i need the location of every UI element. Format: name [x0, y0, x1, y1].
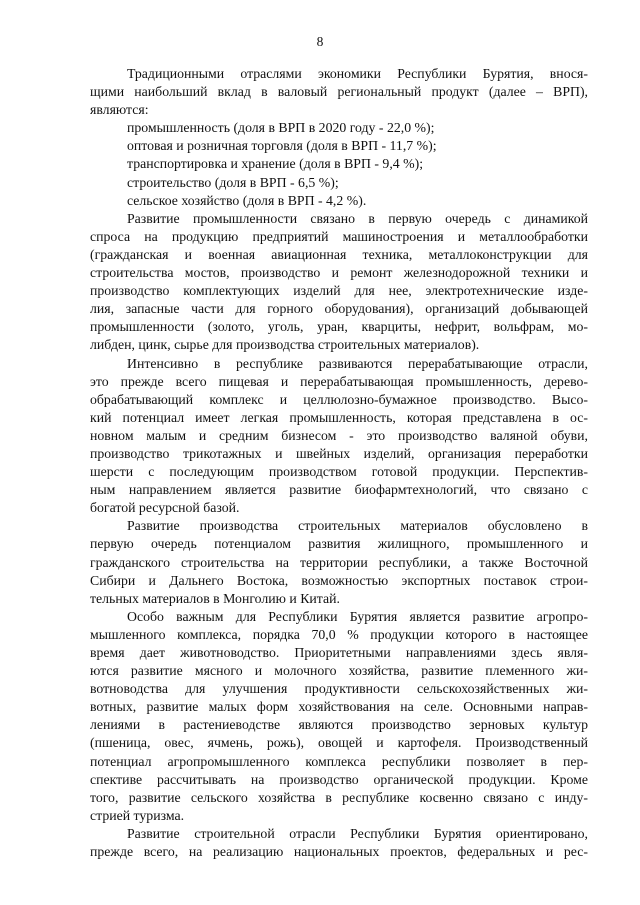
text-line: тельных материалов в Монголию и Китай. [90, 590, 340, 606]
text-line: щими наибольший вклад в валовый региональный продукт (далее – ВРП), [90, 84, 588, 100]
text-line: первую очередь потенциалом развития жилищного, промышленного и [90, 536, 588, 552]
text-line: (гражданская и военная авиационная техника, металлоконструкции для [90, 246, 588, 262]
text-line: Интенсивно в республике развиваются перерабатывающие отрасли, [127, 355, 588, 371]
text-line: прежде всего, на реализацию национальных проектов, федеральных и рес- [90, 844, 588, 860]
text-line: гражданского строительства на территории республики, а также Восточной [90, 554, 588, 570]
text-line: строительства мостов, производство и ремонт железнодорожной техники и [90, 265, 588, 281]
text-line: время дает животноводство. Приоритетными направлениями здесь явля- [90, 645, 588, 660]
paragraph [90, 210, 588, 355]
text-line: Развитие строительной отрасли Республики Бурятия ориентировано, [127, 825, 588, 841]
text-line: Особо важным для Республики Бурятия является развитие агропро- [127, 608, 588, 624]
text-line: потенциал агропромышленного комплекса республики позволяет в пер- [90, 753, 588, 769]
text-line: мышленного комплекса, порядка 70,0 % продукции которого в настоящее [90, 626, 588, 642]
text-line: богатой ресурсной базой. [90, 500, 240, 516]
text-line: Традиционными отраслями экономики Республики Бурятия, внося- [127, 66, 588, 81]
paragraph [90, 65, 588, 119]
text-line: производство комплектующих изделий для нее, электротехнические изде- [90, 283, 588, 299]
paragraph [90, 517, 588, 607]
text-line: либден, цинк, сырье для производства строительных материалов). [90, 337, 480, 353]
list-item: строительство (доля в ВРП - 6,5 %); [127, 174, 339, 190]
text-line: Развитие производства строительных материалов обусловлено в [127, 518, 588, 534]
text-line: ются развитие мясного и молочного хозяйства, развитие племенного жи- [90, 663, 588, 679]
body-text [90, 65, 588, 861]
text-line: производство трикотажных и швейных изделий, организация переработки [90, 445, 588, 461]
list-item: промышленность (доля в ВРП в 2020 году - 22,0 %); [127, 120, 435, 136]
text-line: вотноводства для улучшения продуктивности сельскохозяйственных жи- [90, 681, 588, 697]
paragraph [90, 825, 588, 861]
text-line: вотных, развитие малых форм хозяйствования на селе. Основными направ- [90, 699, 588, 715]
text-line: Сибири и Дальнего Востока, возможностью экспортных поставок строи- [90, 572, 588, 588]
text-line: кий потенциал имеет легкая промышленность, которая представлена в ос- [90, 409, 588, 425]
text-line: того, развитие сельского хозяйства в республике косвенно связано с инду- [90, 789, 588, 805]
text-line: новном малым и средним бизнесом - это производство валяной обуви, [90, 427, 588, 443]
text-line: шерсти с последующим производством готовой продукции. Перспектив- [90, 464, 588, 480]
text-line: (пшеница, овес, ячмень, рожь), овощей и картофеля. Производственный [90, 735, 588, 751]
text-line: спроса на продукцию предприятий машиностроения и металлообработки [90, 228, 588, 244]
text-line: промышленности (золото, уголь, уран, кварциты, нефрит, вольфрам, мо- [90, 319, 588, 335]
list-item: транспортировка и хранение (доля в ВРП - 9,4 %); [127, 156, 424, 172]
text-line: лениями в растениеводстве являются производство зерновых культур [90, 717, 588, 733]
list-item: сельское хозяйство (доля в ВРП - 4,2 %). [127, 192, 367, 208]
list-item: оптовая и розничная торговля (доля в ВРП - 11,7 %); [127, 138, 437, 154]
text-line: Развитие промышленности связано в первую очередь с динамикой [127, 210, 588, 226]
text-line: являются: [90, 102, 149, 118]
paragraph [90, 355, 588, 518]
text-line: ным направлением является развитие биофармтехнологий, что связано с [90, 482, 588, 498]
text-line: спективе рассчитывать на производство органической продукции. Кроме [90, 771, 588, 787]
text-line: лия, запасные части для горного оборудования), организаций добывающей [90, 301, 588, 317]
text-line: стрией туризма. [90, 807, 185, 823]
text-line: обрабатывающий комплекс и целлюлозно-бумажное производство. Высо- [90, 391, 588, 407]
text-line: это прежде всего пищевая и перерабатывающая промышленность, дерево- [90, 373, 588, 389]
page-number: 8 [316, 34, 324, 49]
paragraph [90, 608, 588, 825]
sector-list [90, 119, 588, 209]
